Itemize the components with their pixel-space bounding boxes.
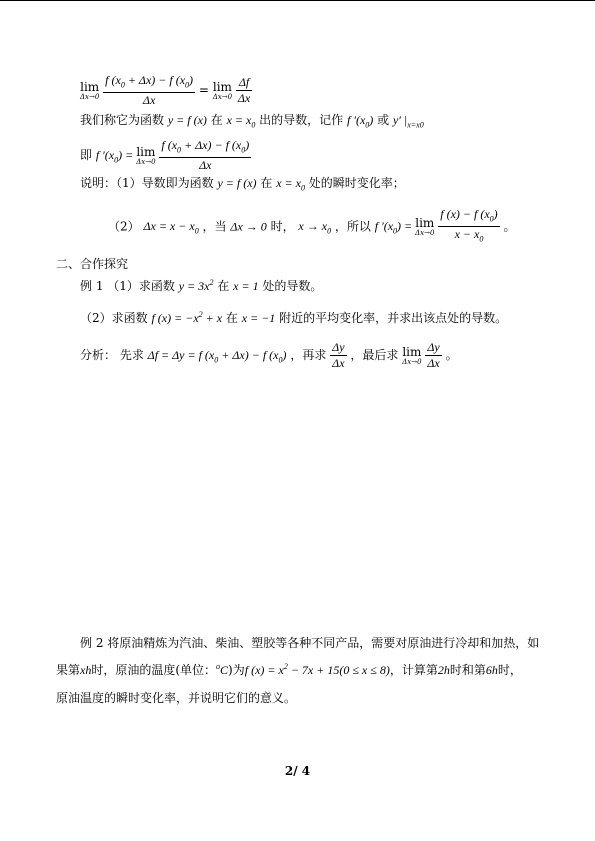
analysis: 分析： 先求 Δf = Δy = f $(x_0 + \Delta x) - f$ $(x_0)$ ，再求 $\frac{\Delta y}{\Delta x}$ ，最后求 lim Δx→0 $\frac{\Delta y}{\Delta x}$ 。 <box>80 340 458 370</box>
example-1-part-2: （2）求函数 f $(x) = -x^2 + x$ 在 x = −1 附近的平均变化率，并求出该点处的导数。 <box>80 310 508 325</box>
example-2-line-3: 原油温度的瞬时变化率，并说明它们的意义。 <box>56 691 297 705</box>
page-number: 2/ 4 <box>284 764 311 778</box>
note-1: 说明：（1）导数即为函数 y = f (x) 在 $x = x_0$ 处的瞬时变化率； <box>80 176 405 193</box>
derivative-formula: 即 f $'(x_0) = \lim$ Δx→0 $\frac{f (x_0 + \Delta x) - f (x_0)}{\Delta x}$ <box>80 138 250 173</box>
limit-formula: lim Δx→0 $\frac{f (x_0 + \Delta x) - f (x_0)}{\Delta x}$ = lim Δx→0 $\frac{\Delta f}{\Delta x}$ <box>80 73 251 108</box>
example-1-part-1: 例 1 （1）求函数 $y = 3x^2$ 在 x = 1 处的导数。 <box>80 278 323 293</box>
example-2-line-2: 果第xh时，原油的温度(单位：$^o$C)为f $(x) = x^2 - 7x + 15(0 \le x \le 8)$，计算第2h时和第6h时， <box>56 662 522 677</box>
note-2: （2） $\Delta x = x - x_0$ ，当 Δx → 0 时， $x \to x_0$ ，所以 f $'(x_0) = \lim$ Δx→0 $\frac{f (x) - f (x_0)}{x - x_0}$ 。 <box>108 207 516 244</box>
top-rule <box>0 0 595 1</box>
section-heading: 二、合作探究 <box>56 257 129 271</box>
derivative-definition-text: 我们称它为函数 y = f (x) 在 $x = x_0$ 出的导数，记作 f $'(x_0)$ 或 y′ $|_{x=x0}$ <box>80 113 424 130</box>
example-2-line-1: 例 2 将原油精炼为汽油、柴油、塑胶等各种不同产品，需要对原油进行冷却和加热，如 <box>80 636 540 650</box>
